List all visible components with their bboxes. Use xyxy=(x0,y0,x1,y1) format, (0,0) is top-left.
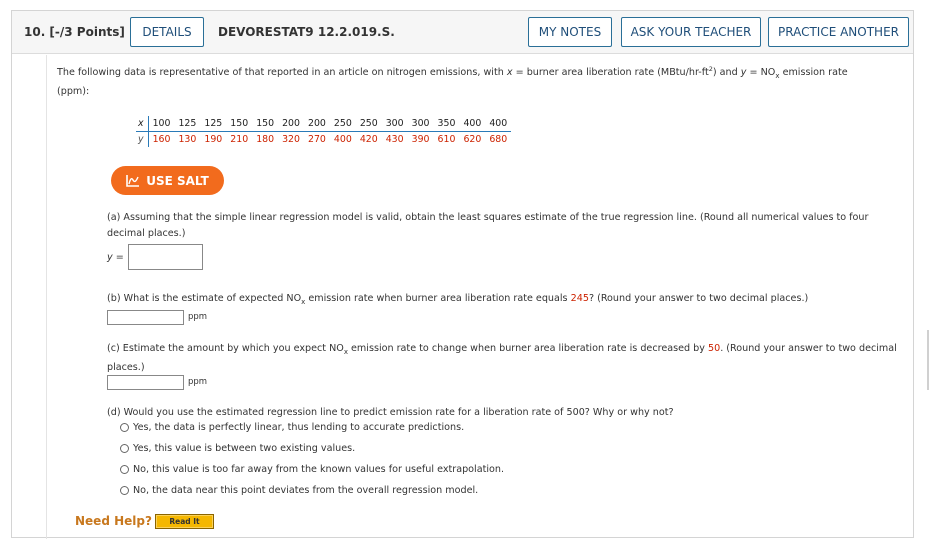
scrollbar[interactable] xyxy=(927,330,929,390)
y-value: 620 xyxy=(463,134,482,145)
y-value: 390 xyxy=(411,134,430,145)
option-label-4: No, the data near this point deviates from the overall regression model. xyxy=(133,485,479,496)
part-b-unit: ppm xyxy=(188,312,208,322)
part-b-question: (b) What is the estimate of expected $NO_x$ emission rate when burner area liberation rate equals 245? (Round your answer to two decimal places.) xyxy=(107,293,809,306)
data-table xyxy=(136,116,511,147)
y-value: 420 xyxy=(359,134,378,145)
x-value: 250 xyxy=(356,116,382,132)
y-value: 270 xyxy=(308,134,326,145)
problem-code: DEVORESTAT9 12.2.019.S. xyxy=(218,25,395,39)
y-value: 430 xyxy=(385,134,404,145)
x-value: 200 xyxy=(278,116,304,132)
x-value: 250 xyxy=(330,116,356,132)
question-number: 10. [-/3 Points] xyxy=(24,25,125,39)
emission-change-answer-input[interactable] xyxy=(107,375,184,390)
x-value: 350 xyxy=(434,116,460,132)
y-value: 400 xyxy=(333,134,352,145)
decrease-amount-value: 50 xyxy=(707,343,721,354)
use-salt-button[interactable] xyxy=(111,166,224,195)
x-row xyxy=(136,116,511,132)
part-c-unit: ppm xyxy=(188,377,208,387)
option-radio-4[interactable] xyxy=(120,486,129,495)
y-row-label: y xyxy=(136,132,148,148)
y-value: 160 xyxy=(152,134,171,145)
details-button[interactable]: DETAILS xyxy=(130,17,204,47)
my-notes-button[interactable]: MY NOTES xyxy=(528,17,612,47)
y-value: 320 xyxy=(282,134,300,145)
ask-teacher-button[interactable]: ASK YOUR TEACHER xyxy=(621,17,761,47)
x-value: 400 xyxy=(485,116,511,132)
y-value: 210 xyxy=(230,134,249,145)
option-radio-2[interactable] xyxy=(120,444,129,453)
y-value: 610 xyxy=(437,134,456,145)
x-value: 125 xyxy=(174,116,200,132)
option-label-1: Yes, the data is perfectly linear, thus lending to accurate predictions. xyxy=(133,422,465,433)
practice-another-button[interactable]: PRACTICE ANOTHER xyxy=(768,17,909,47)
option-radio-3[interactable] xyxy=(120,465,129,474)
salt-chart-icon xyxy=(126,174,140,187)
question-body xyxy=(46,55,903,539)
intro-text: The following data is representative of that reported in an article on nitrogen emissions, with x = burner area liberation rate $(MBtu/hr-ft^2)$ and $y = NO_x$ emission rate (ppm): xyxy=(57,65,848,97)
question-panel xyxy=(11,10,914,538)
part-c-question: (c) Estimate the amount by which you expect $NO_x$ emission rate to change when burner area liberation rate is decreased by 50. (Round your answer to two decimal places.) xyxy=(107,343,897,373)
option-label-3: No, this value is too far away from the known values for useful extrapolation. xyxy=(133,464,505,475)
question-header xyxy=(12,11,913,54)
part-d-question: (d) Would you use the estimated regression line to predict emission rate for a liberation rate of 500? Why or why not? xyxy=(107,407,674,418)
x-value: 150 xyxy=(252,116,278,132)
part-a-question: (a) Assuming that the simple linear regression model is valid, obtain the least squares estimate of the true regression line. (Round all numerical values to four decimal places.) xyxy=(107,212,869,239)
y-value: 180 xyxy=(256,134,275,145)
x-value: 400 xyxy=(459,116,485,132)
liberation-rate-value: 245 xyxy=(570,293,589,304)
use-salt-label: USE SALT xyxy=(146,173,209,188)
part-a-y-label: y = xyxy=(107,252,124,263)
x-value: 125 xyxy=(200,116,226,132)
read-it-button[interactable]: Read It xyxy=(155,514,214,529)
x-value: 300 xyxy=(382,116,408,132)
option-radio-1[interactable] xyxy=(120,423,129,432)
x-value: 100 xyxy=(148,116,174,132)
y-value: 130 xyxy=(178,134,197,145)
y-row xyxy=(136,132,511,148)
need-help-label: Need Help? xyxy=(75,514,152,528)
expected-emission-answer-input[interactable] xyxy=(107,310,184,325)
option-label-2: Yes, this value is between two existing values. xyxy=(133,443,356,454)
regression-line-answer-input[interactable] xyxy=(128,244,203,270)
x-value: 150 xyxy=(226,116,252,132)
x-value: 200 xyxy=(304,116,330,132)
y-value: 680 xyxy=(489,134,508,145)
x-row-label: x xyxy=(136,116,148,132)
y-value: 190 xyxy=(204,134,223,145)
x-value: 300 xyxy=(408,116,434,132)
